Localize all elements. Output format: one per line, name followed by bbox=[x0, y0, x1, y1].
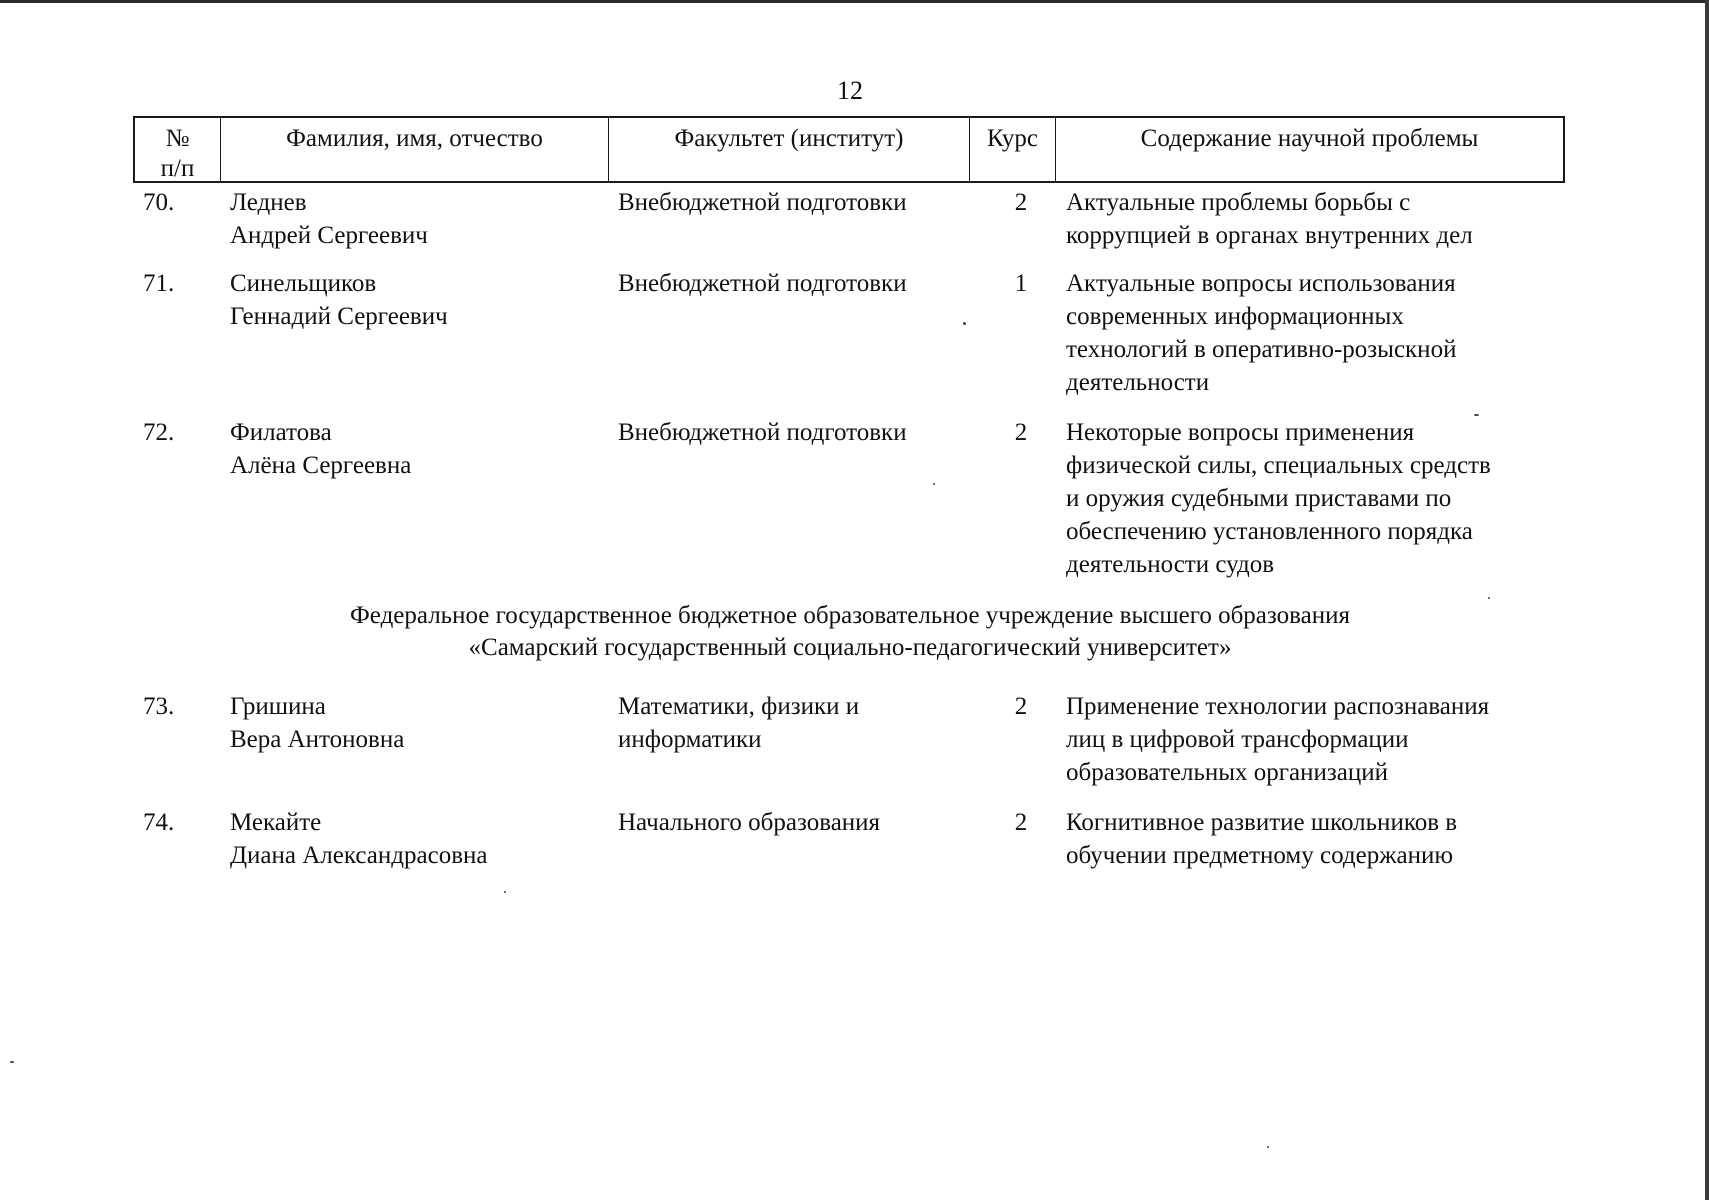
surname: Мекайте bbox=[230, 809, 322, 836]
topic-line: Когнитивное развитие школьников в bbox=[1066, 809, 1458, 836]
given-names: Вера Антоновна bbox=[230, 726, 405, 753]
surname: Леднев bbox=[230, 189, 307, 216]
topic-line: современных информационных bbox=[1066, 303, 1404, 330]
faculty-line: Внебюджетной подготовки bbox=[618, 189, 907, 216]
faculty-line: Начального образования bbox=[618, 809, 881, 836]
faculty-line: Внебюджетной подготовки bbox=[618, 419, 907, 446]
row-number: 71. bbox=[143, 270, 175, 297]
scan-speck bbox=[933, 483, 935, 485]
row-faculty bbox=[618, 806, 880, 839]
row-course: 2 bbox=[1014, 693, 1028, 720]
topic-line: Некоторые вопросы применения bbox=[1066, 419, 1415, 446]
topic-line: Применение технологии распознавания bbox=[1066, 693, 1490, 720]
table-header bbox=[133, 116, 1565, 183]
row-number: 70. bbox=[143, 189, 175, 216]
given-names: Геннадий Сергеевич bbox=[230, 303, 448, 330]
row-number: 74. bbox=[143, 809, 175, 836]
page-number: 12 bbox=[837, 76, 863, 105]
topic-line: лиц в цифровой трансформации bbox=[1066, 726, 1409, 753]
scan-speck bbox=[1474, 414, 1479, 416]
faculty-line: информатики bbox=[618, 726, 762, 753]
topic-line: коррупцией в органах внутренних дел bbox=[1066, 222, 1473, 249]
scan-speck bbox=[963, 322, 966, 325]
header-course: Курс bbox=[970, 118, 1056, 181]
row-course: 2 bbox=[1014, 809, 1028, 836]
topic-line: и оружия судебными приставами по bbox=[1066, 485, 1452, 512]
surname: Гришина bbox=[230, 693, 326, 720]
row-faculty bbox=[618, 186, 907, 219]
topic-line: физической силы, специальных средств bbox=[1066, 452, 1491, 479]
row-topic bbox=[1066, 186, 1566, 252]
row-full-name bbox=[230, 186, 428, 252]
scan-speck bbox=[10, 1061, 14, 1063]
row-course: 2 bbox=[1014, 189, 1028, 216]
row-topic bbox=[1066, 806, 1566, 872]
faculty-line: Внебюджетной подготовки bbox=[618, 270, 907, 297]
topic-line: деятельности bbox=[1066, 369, 1210, 396]
scan-right-edge bbox=[1705, 0, 1709, 1200]
row-course: 2 bbox=[1014, 419, 1028, 446]
row-faculty bbox=[618, 416, 907, 449]
surname: Синельщиков bbox=[230, 270, 377, 297]
scan-top-edge bbox=[0, 0, 1709, 3]
row-faculty bbox=[618, 267, 907, 300]
row-number: 73. bbox=[143, 693, 175, 720]
row-faculty bbox=[618, 690, 859, 756]
topic-line: Актуальные вопросы использования bbox=[1066, 270, 1456, 297]
row-topic bbox=[1066, 690, 1566, 789]
row-full-name bbox=[230, 267, 448, 333]
topic-line: Актуальные проблемы борьбы с bbox=[1066, 189, 1411, 216]
given-names: Алёна Сергеевна bbox=[230, 452, 412, 479]
organization-name: «Самарский государственный социально-педагогический университет» bbox=[468, 634, 1232, 661]
topic-line: обеспечению установленного порядка bbox=[1066, 518, 1473, 545]
organization-line: Федеральное государственное бюджетное образовательное учреждение высшего образования bbox=[350, 602, 1350, 629]
row-course: 1 bbox=[1014, 270, 1028, 297]
topic-line: технологий в оперативно-розыскной bbox=[1066, 336, 1457, 363]
organization-heading bbox=[0, 600, 1700, 664]
row-topic bbox=[1066, 416, 1566, 581]
given-names: Андрей Сергеевич bbox=[230, 222, 428, 249]
topic-line: деятельности судов bbox=[1066, 551, 1275, 578]
header-full-name: Фамилия, имя, отчество bbox=[221, 118, 609, 181]
faculty-line: Математики, физики и bbox=[618, 693, 860, 720]
header-number-abbrev: п/п bbox=[160, 155, 195, 182]
row-full-name bbox=[230, 690, 404, 756]
header-number-symbol: № bbox=[165, 125, 190, 152]
surname: Филатова bbox=[230, 419, 332, 446]
row-full-name bbox=[230, 416, 411, 482]
scan-speck bbox=[1488, 597, 1490, 599]
scan-speck bbox=[1267, 1146, 1269, 1148]
header-number bbox=[135, 118, 221, 181]
row-topic bbox=[1066, 267, 1566, 399]
row-number: 72. bbox=[143, 419, 175, 446]
topic-line: обучении предметному содержанию bbox=[1066, 842, 1453, 869]
header-topic: Содержание научной проблемы bbox=[1140, 125, 1479, 152]
row-full-name bbox=[230, 806, 487, 872]
scan-speck bbox=[504, 891, 506, 893]
given-names: Диана Александрасовна bbox=[230, 842, 488, 869]
header-faculty: Факультет (институт) bbox=[609, 118, 970, 181]
topic-line: образовательных организаций bbox=[1066, 759, 1389, 786]
